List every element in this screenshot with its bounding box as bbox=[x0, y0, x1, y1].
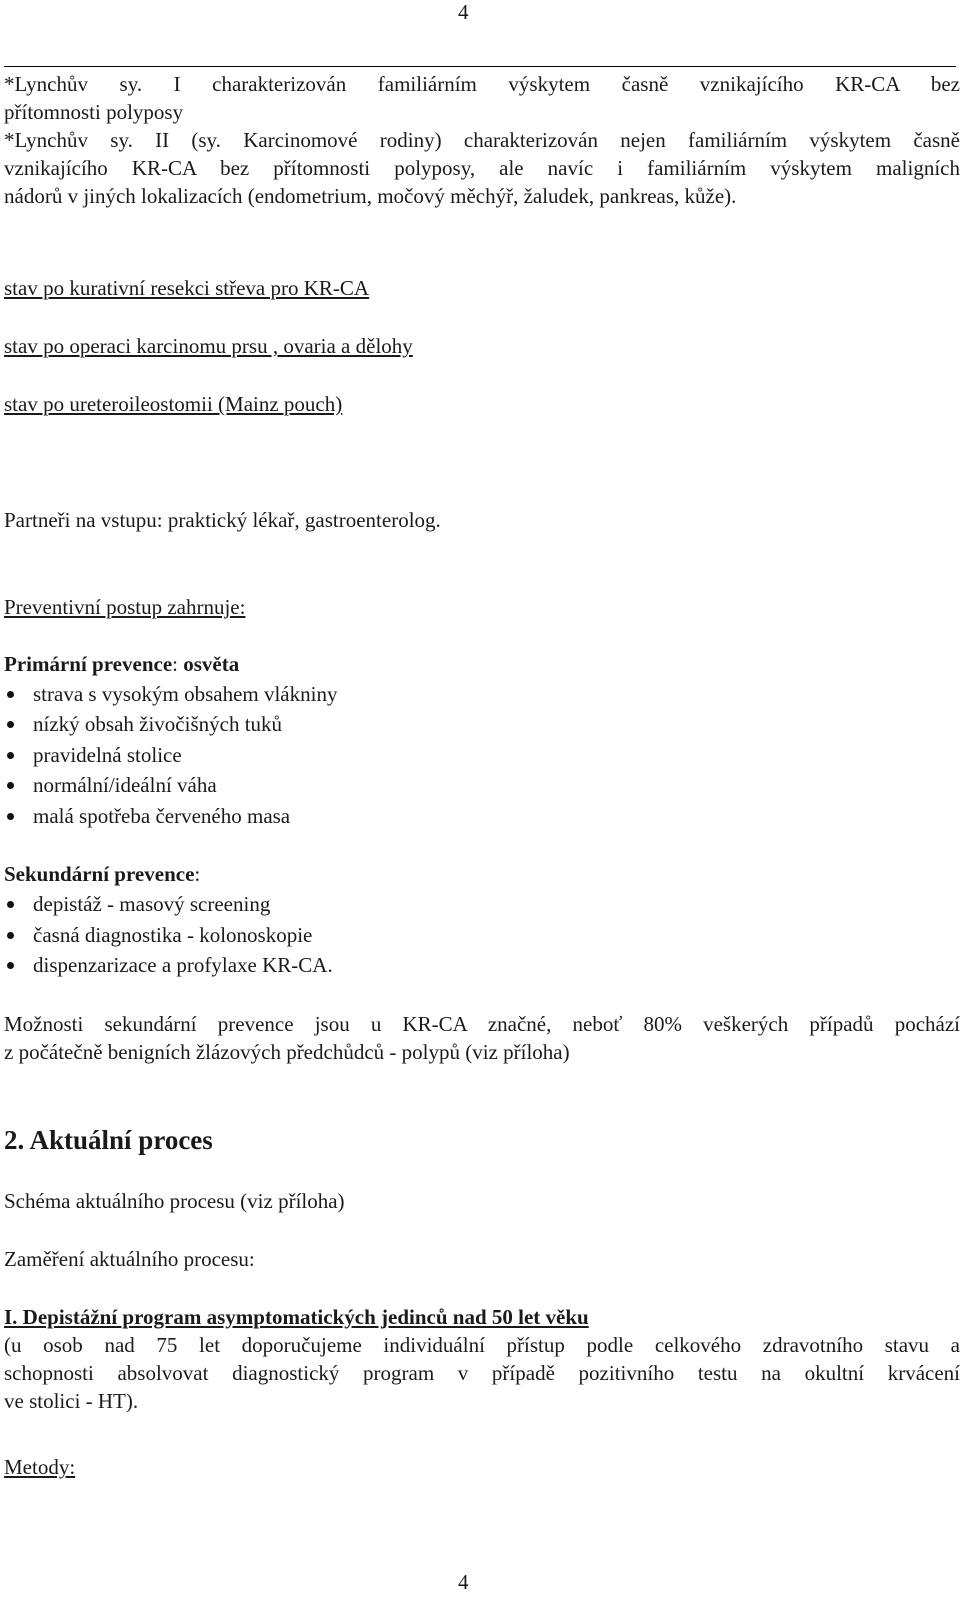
secondary-item bbox=[0, 951, 960, 979]
bullet-icon bbox=[7, 813, 14, 820]
program-line-2: schopnosti absolvovat diagnostický program v případě pozitivního testu na okultní krvácení bbox=[4, 1361, 960, 1385]
section-2-heading: 2. Aktuální proces bbox=[4, 1125, 213, 1155]
partners-text: Partneři na vstupu: praktický lékař, gastroenterolog. bbox=[4, 508, 441, 532]
secondary-prevention-colon: : bbox=[194, 862, 201, 886]
possibilities-line-2: z počátečně benigních žlázových předchůdců - polypů (viz příloha) bbox=[4, 1040, 570, 1064]
process-schema-text: Schéma aktuálního procesu (viz příloha) bbox=[4, 1189, 345, 1213]
program-line-1: (u osob nad 75 let doporučujeme individuální přístup podle celkového zdravotního stavu a bbox=[4, 1333, 960, 1357]
primary-item bbox=[0, 741, 960, 769]
primary-item bbox=[0, 771, 960, 799]
primary-prevention-label: Primární prevence bbox=[4, 652, 173, 676]
program-heading: I. Depistážní program asymptomatických jedinců nad 50 let věku bbox=[4, 1305, 589, 1329]
secondary-item-text: časná diagnostika - kolonoskopie bbox=[33, 923, 313, 947]
lynch-line-3: *Lynchův sy. II (sy. Karcinomové rodiny) charakterizován nejen familiárním výskytem časně bbox=[4, 128, 960, 152]
bullet-icon bbox=[7, 691, 14, 698]
footer-page-number: 4 bbox=[458, 1570, 469, 1594]
bullet-icon bbox=[7, 752, 14, 759]
condition-breast-ovary: stav po operaci karcinomu prsu , ovaria a dělohy bbox=[4, 334, 413, 358]
bullet-icon bbox=[7, 782, 14, 789]
secondary-item bbox=[0, 890, 960, 918]
bullet-icon bbox=[7, 721, 14, 728]
condition-ureteroileostomy: stav po ureteroileostomii (Mainz pouch) bbox=[4, 392, 343, 416]
header-page-number: 4 bbox=[458, 0, 469, 24]
lynch-line-5: nádorů v jiných lokalizacích (endometrium, močový měchýř, žaludek, pankreas, kůže). bbox=[4, 184, 737, 208]
primary-item bbox=[0, 680, 960, 708]
primary-prevention-suffix: osvěta bbox=[183, 652, 240, 676]
process-focus-text: Zaměření aktuálního procesu: bbox=[4, 1247, 255, 1271]
secondary-prevention-label: Sekundární prevence bbox=[4, 862, 195, 886]
lynch-paragraph bbox=[4, 70, 960, 210]
primary-item-text: malá spotřeba červeného masa bbox=[33, 804, 291, 828]
primary-item-text: pravidelná stolice bbox=[33, 743, 182, 767]
bullet-icon bbox=[7, 962, 14, 969]
primary-item-text: normální/ideální váha bbox=[33, 773, 217, 797]
secondary-prevention-heading bbox=[4, 860, 200, 888]
primary-prevention-colon: : bbox=[172, 652, 184, 676]
lynch-line-1: *Lynchův sy. I charakterizován familiárním výskytem časně vznikajícího KR-CA bez bbox=[4, 72, 960, 96]
condition-resection: stav po kurativní resekci střeva pro KR-CA bbox=[4, 276, 370, 300]
primary-item-text: strava s vysokým obsahem vlákniny bbox=[33, 682, 338, 706]
primary-item bbox=[0, 710, 960, 738]
secondary-item-text: depistáž - masový screening bbox=[33, 892, 271, 916]
program-line-3: ve stolici - HT). bbox=[4, 1389, 139, 1413]
lynch-line-4: vznikajícího KR-CA bez přítomnosti polyposy, ale navíc i familiárním výskytem maligních bbox=[4, 156, 960, 180]
lynch-line-2: přítomnosti polyposy bbox=[4, 100, 184, 124]
secondary-item bbox=[0, 921, 960, 949]
secondary-item-text: dispenzarizace a profylaxe KR-CA. bbox=[33, 953, 333, 977]
primary-item-text: nízký obsah živočišných tuků bbox=[33, 712, 283, 736]
primary-prevention-heading bbox=[4, 650, 239, 678]
bullet-icon bbox=[7, 901, 14, 908]
bullet-icon bbox=[7, 932, 14, 939]
possibilities-paragraph bbox=[4, 1010, 960, 1066]
methods-heading: Metody: bbox=[4, 1455, 76, 1479]
preventive-heading: Preventivní postup zahrnuje: bbox=[4, 595, 246, 619]
program-paragraph bbox=[4, 1331, 960, 1415]
primary-item bbox=[0, 802, 960, 830]
header-rule bbox=[4, 66, 956, 67]
possibilities-line-1: Možnosti sekundární prevence jsou u KR-CA značné, neboť 80% veškerých případů pochází bbox=[4, 1012, 960, 1036]
